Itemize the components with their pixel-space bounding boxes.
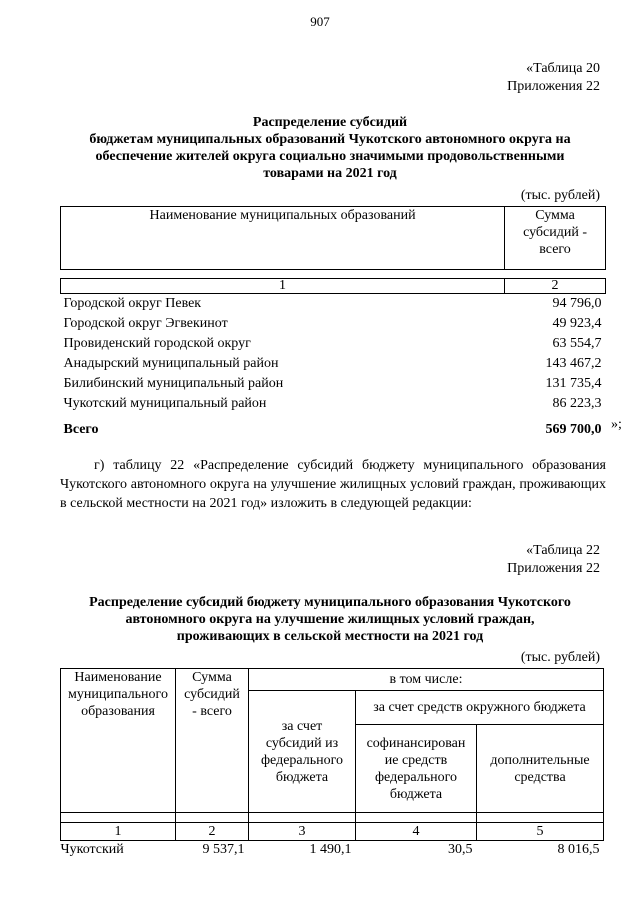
table22-colnum-5: 5 xyxy=(477,823,604,841)
row-name: Городской округ Эгвекинот xyxy=(63,316,228,331)
row-cofin: 30,5 xyxy=(448,842,473,857)
table22-label-line1: «Таблица 22 xyxy=(526,543,600,558)
header-line: бюджета xyxy=(389,786,443,802)
total-label: Всего xyxy=(63,422,99,437)
row-add: 8 016,5 xyxy=(557,842,600,857)
table-row xyxy=(61,314,606,334)
header-line: дополнительные xyxy=(490,752,590,768)
page-number: 907 xyxy=(310,14,330,29)
row-name: Билибинский муниципальный район xyxy=(63,376,284,391)
table20-label-line1: «Таблица 20 xyxy=(526,61,600,76)
header-line: образования xyxy=(81,704,155,719)
amendment-paragraph: г) таблицу 22 «Распределение субсидий бюджету муниципального образования Чукотского автономного округа на улучшение жилищных условий граждан, проживающих в сельской местности на 2021 год» изложить в следующей редакции: xyxy=(60,458,606,511)
row-value: 63 554,7 xyxy=(552,336,602,351)
header-line: Сумма xyxy=(535,208,575,223)
table20-title-line: Распределение субсидий xyxy=(252,115,408,130)
table22-header-fed xyxy=(249,691,356,813)
table22-header-okr: за счет средств окружного бюджета xyxy=(356,691,604,725)
table-row xyxy=(61,294,606,315)
table-row xyxy=(61,334,606,354)
table-total-row xyxy=(61,414,606,440)
table22-header-add xyxy=(477,725,604,813)
table20-title-line: товарами на 2021 год xyxy=(263,166,397,181)
row-name: Чукотский xyxy=(60,842,124,857)
header-line: ие средств xyxy=(384,752,448,768)
table20 xyxy=(60,206,606,440)
table20-title-line: обеспечение жителей округа социально значимыми продовольственными xyxy=(95,149,565,164)
table22-colnum-1: 1 xyxy=(61,823,176,841)
header-line: федерального xyxy=(374,769,458,785)
header-line: Наименование xyxy=(74,670,162,685)
table22-colnum-2: 2 xyxy=(176,823,249,841)
table20-units: (тыс. рублей) xyxy=(520,188,600,203)
row-fed: 1 490,1 xyxy=(309,842,352,857)
table22-units: (тыс. рублей) xyxy=(520,650,600,665)
header-line: субсидий xyxy=(184,687,240,702)
row-value: 49 923,4 xyxy=(552,316,602,331)
row-value: 94 796,0 xyxy=(552,296,602,311)
table-row xyxy=(61,394,606,414)
table22-header-incl: в том числе: xyxy=(249,669,604,691)
table22-title-line: автономного округа на улучшение жилищных условий граждан, xyxy=(125,612,535,627)
row-name: Провиденский городской округ xyxy=(63,336,251,351)
table-row xyxy=(61,354,606,374)
row-value: 86 223,3 xyxy=(552,396,602,411)
header-line: за счет xyxy=(281,718,323,734)
table22-header-cofin xyxy=(356,725,477,813)
table22-colnum-3: 3 xyxy=(249,823,356,841)
row-name: Анадырский муниципальный район xyxy=(63,356,279,371)
header-line: - всего xyxy=(192,704,232,719)
header-line: бюджета xyxy=(275,769,329,785)
header-line: субсидий - xyxy=(523,225,588,240)
table22-title-line: Распределение субсидий бюджету муниципального образования Чукотского xyxy=(89,595,571,610)
total-value: 569 700,0 xyxy=(545,422,602,437)
header-line: софинансирован xyxy=(366,735,466,751)
header-line: средства xyxy=(514,769,566,785)
table22-colnum-4: 4 xyxy=(356,823,477,841)
row-name: Городской округ Певек xyxy=(63,296,202,311)
table22-header-name xyxy=(61,669,176,813)
row-sum: 9 537,1 xyxy=(202,842,245,857)
table20-title-line: бюджетам муниципальных образований Чукотского автономного округа на xyxy=(89,132,571,147)
header-line: федерального xyxy=(260,752,344,768)
table22-title xyxy=(40,594,620,645)
table22 xyxy=(60,668,604,859)
row-value: 131 735,4 xyxy=(545,376,602,391)
table22-header-sum xyxy=(176,669,249,813)
header-line: муниципального xyxy=(68,687,168,702)
header-line: субсидий из xyxy=(265,735,339,751)
table20-header-name: Наименование муниципальных образований xyxy=(61,207,505,270)
table20-colnum-1: 1 xyxy=(61,279,505,294)
table20-label xyxy=(507,60,600,96)
table22-label-line2: Приложения 22 xyxy=(507,561,600,576)
row-name: Чукотский муниципальный район xyxy=(63,396,267,411)
header-line: Сумма xyxy=(192,670,232,685)
row-value: 143 467,2 xyxy=(545,356,602,371)
table-row xyxy=(61,374,606,394)
table20-header-sum xyxy=(505,207,606,270)
table20-label-line2: Приложения 22 xyxy=(507,79,600,94)
table22-title-line: проживающих в сельской местности на 2021 год xyxy=(176,629,484,644)
table20-closing: »; xyxy=(611,417,622,432)
table20-title xyxy=(60,114,600,182)
table-row xyxy=(61,841,604,860)
table20-colnum-2: 2 xyxy=(505,279,606,294)
table22-label xyxy=(507,542,600,578)
header-line: всего xyxy=(539,242,571,257)
